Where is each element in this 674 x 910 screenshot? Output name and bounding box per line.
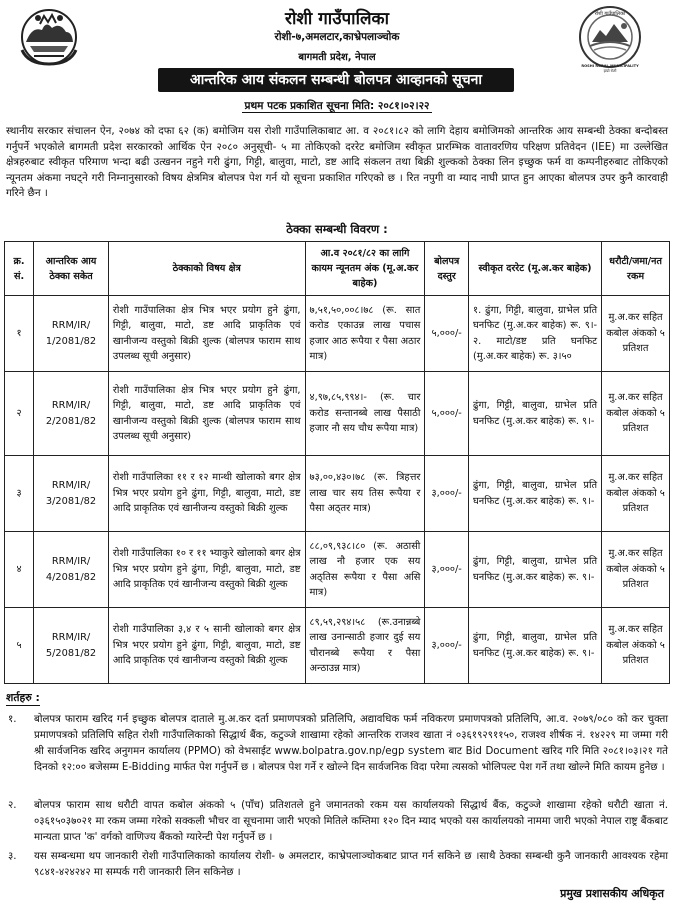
- header-fee: बोलपत्र दस्तुर: [425, 242, 469, 296]
- row-fee: ५,०००/-: [425, 296, 469, 372]
- contracts-table: [4, 241, 670, 684]
- header-deposit: धरौटी/जमा/नत रकम: [602, 242, 670, 296]
- table-title: ठेक्का सम्बन्धी विवरण :: [286, 222, 388, 236]
- row-sn: २: [5, 372, 34, 456]
- row-subject: रोशी गाउँपालिका ११ र १२ मान्थी खोलाको बगर क्षेत्र भित्र भएर प्रयोग हुने ढुंगा, गिट्टी, बालुवा, माटो, डष्ट आदि प्राकृतिक एवं खानीजन्य वस्तुको बिक्री शुल्क: [108, 456, 305, 532]
- org-province: बागमती प्रदेश, नेपाल: [298, 52, 376, 63]
- row-code: RRM/IR/ 3/2081/82: [34, 456, 109, 532]
- header-subject: ठेक्काको विषय क्षेत्र: [108, 242, 305, 296]
- header-code: आन्तरिक आय ठेक्का सकेत: [34, 242, 109, 296]
- condition-number: १.: [8, 714, 17, 725]
- table-row: [5, 372, 670, 456]
- header-amount: आ.व २०८१/८२ का लागि कायम न्यूनतम अंक (मू.अ.कर बाहेक): [305, 242, 425, 296]
- row-code: RRM/IR/ 5/2081/82: [34, 608, 109, 684]
- signature-title: प्रमुख प्रशासकीय अधिकृत: [560, 887, 664, 900]
- intro-paragraph: स्थानीय सरकार संचालन ऐन, २०७४ को दफा ६२ (क) बमोजिम यस रोशी गाउँपालिकाबाट आ. व २०८१।८२ को लागि देहाय बमोजिमको आन्तरिक आय सम्बन्धी ठेक्का बन्दोबस्त गर्नुपर्ने भएकोले बागमती प्रदेश सरकारको आर्थिक ऐन २०८० अनुसूची- ५ मा तोकिएको दररेट बमोजिम स्वीकृत प्रारम्भिक वातावरणिय परिक्षण प्रतिवेदन (IEE) मा उल्लेखित क्षेत्रहरुबाट स्वीकृत परिमाण भन्दा बढी उत्खनन नहुने गरी ढुंगा, गिट्टी, बालुवा, माटो, डष्ट आदि संकलन तथा बिक्री शुल्कको ठेक्का लिन इच्छुक फर्म वा कम्पनीहरुबाट तोकिएको न्यूनतम अंकमा नघट्ने गरी निम्नानुसारको विषय क्षेत्रमित्र बोलपत्र पेश गर्न यो सूचना प्रकाशित गरिएको छ । रित नपुगी वा म्याद नाघी प्राप्त हुन आएका बोलपत्र उपर कुनै कारवाही गरिने छैन ।: [6, 125, 668, 200]
- row-code: RRM/IR/ 4/2081/82: [34, 532, 109, 608]
- condition-item: [6, 849, 668, 881]
- org-name: रोशी गाउँपालिका: [285, 9, 389, 29]
- header-sn: क्र. सं.: [5, 242, 34, 296]
- row-subject: रोशी गाउँपालिका ३,४ र ५ सानी खोलाको बगर क्षेत्र भित्र भएर प्रयोग हुने ढुंगा, गिट्टी, बालुवा, माटो, डष्ट आदि प्राकृतिक एवं खानीजन्य वस्तुको बिक्री शुल्क: [108, 608, 305, 684]
- org-address: रोशी-७,अमलटार,काभ्रेपलाञ्चोक: [274, 31, 400, 43]
- row-sn: ४: [5, 532, 34, 608]
- row-sn: १: [5, 296, 34, 372]
- row-amount: ८८,०९,९३८।८० (रू. अठासी लाख नौ हजार एक सय अठ्तिस रूपैया र पैसा असि मात्र): [305, 532, 425, 608]
- row-amount: ७,५१,५०,००८।७८ (रू. सात करोड एकाउन्न लाख पचास हजार आठ रूपैया र पैसा अठार मात्र): [305, 296, 425, 372]
- row-fee: ३,०००/-: [425, 608, 469, 684]
- row-rate: ढुंगा, गिट्टी, बालुवा, ग्राभेल प्रति घनफिट (मु.अ.कर बाहेक) रू. ९।-: [469, 372, 602, 456]
- row-rate: ढुंगा, गिट्टी, बालुवा, ग्राभेल प्रति घनफिट (मु.अ.कर बाहेक) रू. ९।-: [469, 608, 602, 684]
- row-amount: ४,९७,८५,९९४।- (रू. चार करोड सन्तानब्बे लाख पैसाठी हजार नौ सय चौध रूपैया मात्र): [305, 372, 425, 456]
- row-amount: ७३,००,४३०।७८ (रू. त्रिहत्तर लाख चार सय तिस रूपैया र पैसा अठ्तर मात्र): [305, 456, 425, 532]
- condition-item: [6, 798, 668, 846]
- condition-number: ३.: [8, 851, 17, 862]
- row-deposit: मु.अ.कर सहित कबोल अंकको ५ प्रतिशत: [602, 296, 670, 372]
- roshi-municipality-logo-icon: [574, 4, 646, 74]
- row-rate: ढुंगा, गिट्टी, बालुवा, ग्राभेल प्रति घनफिट (मु.अ.कर बाहेक) रू. ९।-: [469, 532, 602, 608]
- condition-number: २.: [8, 800, 17, 811]
- row-deposit: मु.अ.कर सहित कबोल अंकको ५ प्रतिशत: [602, 372, 670, 456]
- svg-text:रोशी गाउँपालिका: रोशी गाउँपालिका: [594, 11, 626, 17]
- row-subject: रोशी गाउँपालिका क्षेत्र भित्र भएर प्रयोग हुने ढुंगा, गिट्टी, बालुवा, माटो, डष्ट आदि प्राकृतिक एवं खानीजन्य वस्तुको बिक्री शुल्क (बोलपत्र फाराम साथ उपलब्ध सूची अनुसार): [108, 372, 305, 456]
- row-code: RRM/IR/ 2/2081/82: [34, 372, 109, 456]
- row-sn: ५: [5, 608, 34, 684]
- table-header-row: [5, 242, 670, 296]
- row-subject: रोशी गाउँपालिका १० र ११ भ्याकुरे खोलाको बगर क्षेत्र भित्र भएर प्रयोग हुने ढुंगा, गिट्टी, बालुवा, माटो, डष्ट आदि प्राकृतिक एवं खानीजन्य वस्तुको बिक्री शुल्क: [108, 532, 305, 608]
- condition-text: बोलपत्र फाराम साथ धरौटी वापत कबोल अंकको ५ (पाँच) प्रतिशतले हुने जमानतको रकम यस कार्यालयको सिद्धार्थ बैंक, कटुञ्जे शाखामा रहेको धरौटी खाता नं. ०३६१५०३७०२१ मा रकम जम्मा गरेको सक्कली भौचर वा सूचनामा जारी भएको मितिले कम्तिमा १२० दिन म्याद भएको यस कार्यालयको नाममा जारी भएको नेपाल राष्ट्र बैंकबाट मान्यता प्राप्त 'क' वर्गको वाणिज्य बैंकको ग्यारेन्टी पेश गर्नुपर्ने छ ।: [34, 800, 668, 843]
- row-rate: ढुंगा, गिट्टी, बालुवा, ग्राभेल प्रति घनफिट (मु.अ.कर बाहेक) रू. ९।-: [469, 456, 602, 532]
- table-row: [5, 532, 670, 608]
- row-fee: ५,०००/-: [425, 372, 469, 456]
- svg-text:हाम्रो रोशी: हाम्रो रोशी: [603, 69, 617, 73]
- row-deposit: मु.अ.कर सहित कबोल अंकको ५ प्रतिशत: [602, 608, 670, 684]
- row-deposit: मु.अ.कर सहित कबोल अंकको ५ प्रतिशत: [602, 456, 670, 532]
- condition-text: बोलपत्र फाराम खरिद गर्न इच्छुक बोलपत्र दाताले मु.अ.कर दर्ता प्रमाणपत्रको प्रतिलिपि, अद्यावधिक फर्म नविकरण प्रमाणपत्रको प्रतिलिपि, आ.व. २०७९/०८० को कर चुक्ता प्रमाणपत्रको प्रतिलिपि सहित रोशी गाउँपालिकाको सिद्धार्थ बैंक, कटुञ्जे शाखामा रहेको आन्तरिक राजश्व खाता नं ०३६१९२९११५०, राजश्व शीर्षक नं. १४२२९ मा जम्मा गरी श्री सार्वजनिक खरिद अनुगमन कार्यालय (PPMO) को वेभसाईट www.bolpatra.gov.np/egp system बाट Bid Document खरिद गरि मिति २०८१।०३।२१ गते दिनको १२:०० बजेसम्म E-Bidding मार्फत पेश गर्नुपर्ने छ । बोलपत्र पेश गर्ने र खोल्ने दिन सार्वजनिक विदा परेमा त्यसको भोलिपल्ट पेश गर्ने तथा खोल्ने मिति कायम हुनेछ ।: [34, 714, 668, 773]
- publish-info: प्रथम पटक प्रकाशित सूचना मिति: २०८१।०२।२२: [244, 100, 430, 112]
- table-row: [5, 296, 670, 372]
- row-sn: ३: [5, 456, 34, 532]
- row-fee: ३,०००/-: [425, 456, 469, 532]
- condition-item: [6, 712, 668, 776]
- conditions-title: शर्तहरु :: [6, 691, 40, 704]
- row-amount: ८९,५९,२९४।५८ (रू.उनान्नब्बे लाख उनान्साठी हजार दुई सय चौरानब्बे रूपैया र पैसा अन्ठाउन्न मात्र): [305, 608, 425, 684]
- row-subject: रोशी गाउँपालिका क्षेत्र भित्र भएर प्रयोग हुने ढुंगा, गिट्टी, बालुवा, माटो, डष्ट आदि प्राकृतिक एवं खानीजन्य वस्तुको बिक्री शुल्क (बोलपत्र फाराम साथ उपलब्ध सूची अनुसार): [108, 296, 305, 372]
- svg-text:ROSHI RURAL MUNICIPALITY: ROSHI RURAL MUNICIPALITY: [581, 64, 639, 68]
- condition-text: यस सम्बन्धमा थप जानकारी रोशी गाउँपालिकाको कार्यालय रोशी- ७ अमलटार, काभ्रेपलाञ्चोकबाट प्राप्त गर्न सकिने छ ।साथै ठेक्का सम्बन्धी कुनै जानकारी आवश्यक रहेमा ९८४१-४२४२४२ मा सम्पर्क गरी जानकारी लिन सकिनेछ ।: [34, 851, 668, 878]
- document-header: [0, 0, 674, 98]
- table-row: [5, 608, 670, 684]
- header-rate: स्वीकृत दररेट (मू.अ.कर बाहेक): [469, 242, 602, 296]
- notice-title: आन्तरिक आय संकलन सम्बन्धी बोलपत्र आव्हानको सूचना: [158, 68, 514, 92]
- row-code: RRM/IR/ 1/2081/82: [34, 296, 109, 372]
- row-rate: १. ढुंगा, गिट्टी, बालुवा, ग्राभेल प्रति घनफिट (मु.अ.कर बाहेक) रू. ९।- २. माटो/डष्ट प्रति घनफिट (मु.अ.कर बाहेक) रू. ३।५०: [469, 296, 602, 372]
- table-row: [5, 456, 670, 532]
- row-fee: ३,०००/-: [425, 532, 469, 608]
- row-deposit: मु.अ.कर सहित कबोल अंकको ५ प्रतिशत: [602, 532, 670, 608]
